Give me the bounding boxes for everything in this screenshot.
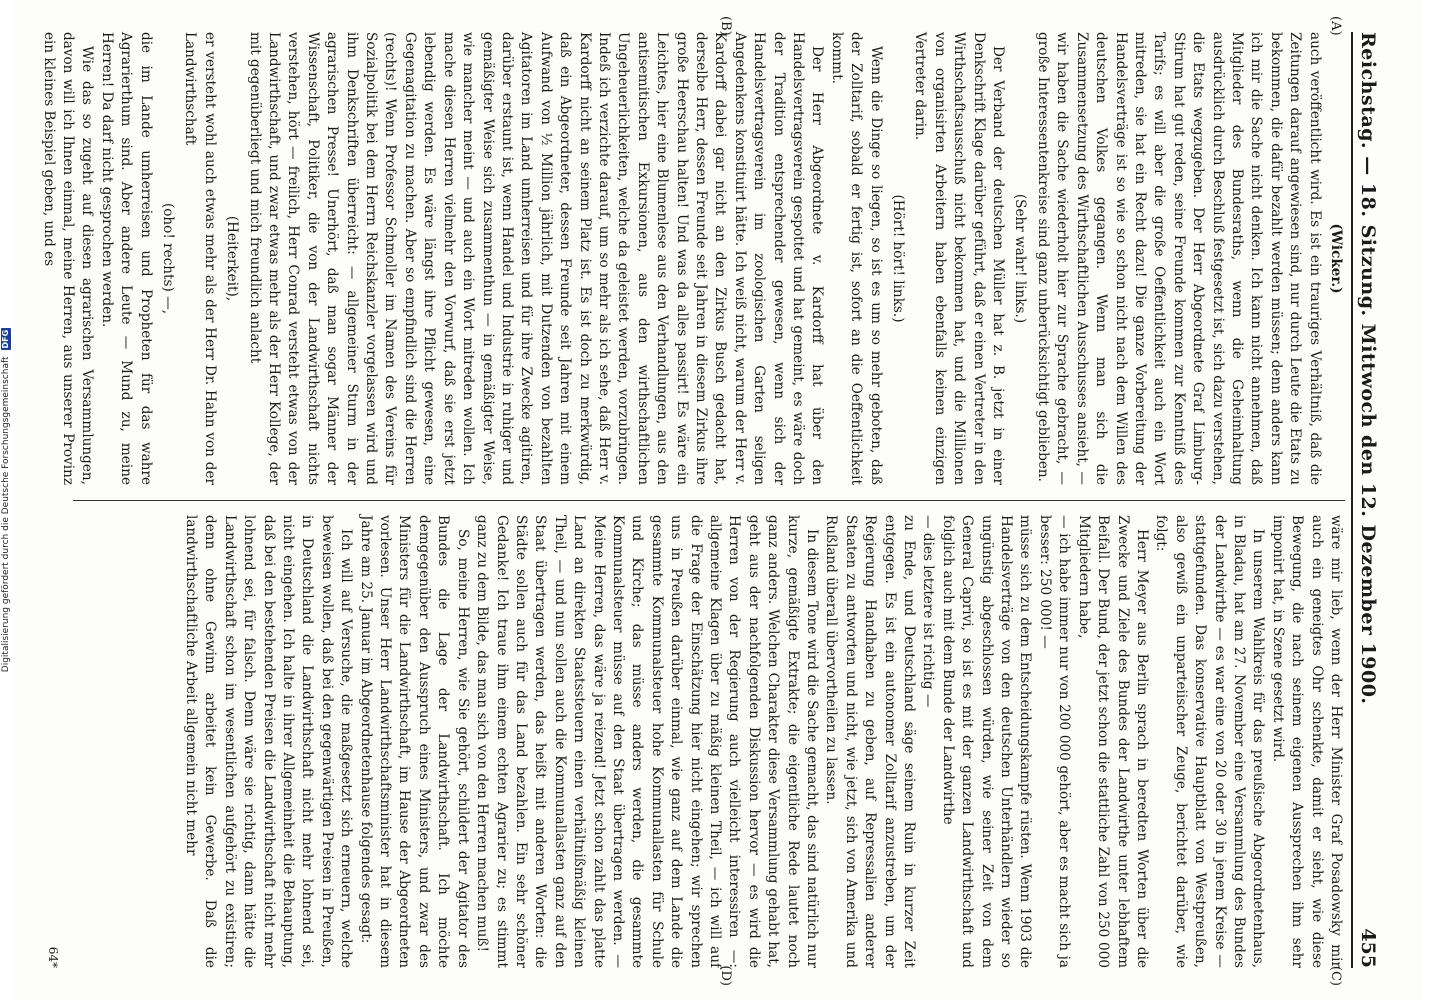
paragraph: Wenn die Dinge so liegen, so ist es um so mehr geboten, daß der Zolltarif, sobald er fertig ist, sofort an die Oeffentlichkeit kommt. — [828, 32, 884, 485]
text-columns — [40, 16, 1345, 986]
quoted-paragraph: Herr Meyer aus Berlin sprach in beredten Worten über die Zwecke und Ziele des Bundes der Landwirthe unter lebhaftem Beifall. Der Bund, der jetzt schon die stattliche Zahl von 250 000 Mitgliedern habe, — [1075, 515, 1150, 968]
dfg-watermark — [0, 0, 12, 1000]
signature-mark: 64* — [46, 946, 61, 968]
paragraph: Wie das so zugeht auf diesen agrarischen Versammlungen, davon will ich Ihnen einmal, meine Herren, aus unserer Provinz ein kleines Beispiel geben, und es — [40, 32, 96, 485]
interjection: — dies letztere ist richtig — — [920, 515, 937, 708]
margin-marker-c: (C) — [1328, 965, 1343, 986]
interjection: (Sehr wahr! links.) — [1012, 193, 1029, 324]
dfg-logo-icon: DFG — [1, 329, 10, 349]
paragraph: die im Lande umherreisen und Propheten für das wahre Agrarierthum sind. Aber andere Leute — Mund zu, meine Herren! Da darf nicht gesprochen werden. — [98, 32, 154, 485]
margin-marker-a: (A) — [1328, 16, 1343, 36]
document-page — [37, 16, 1397, 986]
paragraph: Der Verband der deutschen Müller hat z. B. jetzt in einer Denkschrift Klage darüber geführt, daß er einen Vertreter in den Wirthschaftsausschuß nicht bekommen hat, und die Millionen von organisirten Arbeitern haben ebenfalls keinen einzigen Vertreter darin. — [912, 32, 1007, 485]
quoted-paragraph: zu Ende, und Deutschland säge seinem Ruin in kurzer Zeit entgegen. Es ist ein autonomer Zolltarif anzustreben, um der Regierung Handhaben zu geben, auf Repressalien anderer Staaten zu antworten und nicht, wie jetzt, sich von Amerika und Rußland überall übervortheilen zu lassen. — [823, 515, 918, 968]
speaker-name: (Wicker.) — [1328, 223, 1344, 294]
watermark-text: Digitalisierung gefördert durch die Deutsche Forschungsgemeinschaft — [1, 356, 11, 673]
page-number: 455 — [1357, 928, 1379, 968]
quoted-paragraph: müsse sich zu dem Entscheidungskampfe rüsten. Wenn 1903 die Handelsverträge von den deutschen Unterhändlern wieder so ungünstig abgeschlossen würden, wie seiner Zeit von dem General Caprivi, so ist es mit der ganzen Landwirthschaft und folglich auch mit dem Bunde der Landwirthe — [939, 515, 1034, 968]
scanned-page-area — [12, 0, 1422, 1000]
paragraph: So, meine Herren, wie Sie gehört, schildert der Agitator des Bundes die Lage der Landwirthschaft. Ich möchte demgegenüber den Ausspruch eines Ministers, und zwar des Ministers für die Landwirthschaft, im Hause der Abgeordneten vorlesen. Unser Herr Landwirthschaftsminister hat in diesem Jahre am 25. Januar im Abgeordnetenhause folgendes gesagt: — [357, 515, 471, 968]
paragraph: In unserem Wahlkreis für das preußische Abgeordnetenhaus, in Bladau, hat am 27. November eine Versammlung des Bundes der Landwirthe — es war eine von 20 oder 30 in jenem Kreise — stattgefunden. Das konservative Hauptblatt von Westpreußen, also gewiß ein unparteiischer Zeuge, berichtet darüber, wie folgt: — [1153, 515, 1267, 968]
paragraph: auch veröffentlicht wird. Es ist ein trauriges Verhältniß, daß die Zeitungen darauf angewiesen sind, nur durch Leute die Etats zu bekommen, die dafür bezahlt werden müssen; denn anders kann ich mir die Sache nicht denken. Ich kann nicht annehmen, daß Mitglieder des Bundesraths, wenn die Geheimhaltung ausdrücklich durch Beschluß festgesetzt ist, sich dazu verstehen, die Etats wegzugeben. Der Herr Abgeordnete Graf Limburg-Stirum hat gut reden, seine Freunde kommen zur Kenntniß des Tarifs; es will aber die große Oeffentlichkeit auch ein Wort mitreden, sie hat ein Recht dazu! Die ganze Vorbereitung der Handelsverträge ist so wie so schon nicht nach dem Willen des deutschen Volkes gegangen. Wenn man sich die Zusammensetzung des Wirthschaftlichen Ausschusses ansieht, — wir haben die Sache wiederholt hier zur Sprache gebracht, — große Interessentenkreise sind ganz unberücksichtigt geblieben. — [1034, 32, 1323, 485]
interjection: — ich habe immer nur von 200 000 gehört, aber es macht sich ja besser: 250 000! — — [1036, 515, 1073, 968]
quoted-paragraph: Ich will auf Versuche, die maßgesetzt sich erneuern, welche beweisen wollen, daß bei den gegenwärtigen Preisen in Preußen, in Deutschland die Landwirthschaft nicht mehr lohnend sei, nicht eingehen. Ich halte in ihrer Allgemeinheit die Behauptung, daß bei den bestehenden Preisen die Landwirthschaft nicht mehr lohnend sei, für falsch. Denn wäre sie richtig, dann hätte die Landwirthschaft schon im wesentlichen aufgehört zu existiren; denn ohne Gewinn arbeitet kein Gewerbe. Daß die landwirthschaftliche Arbeit allgemein nicht mehr — [183, 515, 355, 968]
running-title: Reichstag. — 18. Sitzung. Mittwoch den 12. Dezember 1900. — [1357, 32, 1379, 705]
margin-marker-d: (D) — [718, 965, 733, 986]
paragraph: er versteht wohl auch etwas mehr als der Herr Dr. Hahn von der Landwirthschaft — [182, 32, 218, 485]
paragraph: Der Herr Abgeordnete v. Kardorff hat über den Handelsvertragsverein gespottet und hat gemeint, es wäre doch der Tradition entsprechender gewesen, wenn sich der Handelsvertragsverein im zoologischen Garten seligen Angedenkens konstituirt hätte. Ich weiß nicht, warum der Herr v. Kardorff dabei gar nicht an den Zirkus Busch gedacht hat, derselbe Herr, dessen Freunde seit Jahren in diesem Zirkus ihre große Heerschau halten! Und was da alles passirt! Es wäre ein Leichtes, hier eine Blumenlese aus den Verhandlungen, aus den antisemitischen Exkursionen, aus den wirthschaftlichen Ungeheuerlichkeiten, welche da geleistet werden, vorzubringen. Indeß ich verzichte darauf, um so mehr als ich sehe, daß Herr v. Kardorff nicht an seinem Platz ist. Es ist doch zu merkwürdig, daß ein Abgeordneter, dessen Freunde seit Jahren mit einem Aufwand von ½ Million jährlich, mit Dutzenden von bezahlten Agitatoren im Land umherreisen und für ihre Zwecke agitiren, darüber erstaunt ist, wenn Handel und Industrie in ruhiger und gemäßigter Weise sich zusammenthun — in gemäßigter Weise, wie mancher meint — und auch ein Wort mitreden wollen. Ich mache diesen Herren vielmehr den Vorwurf, daß sie erst jetzt lebendig werden. Es wäre längst ihre Pflicht gewesen, eine Gegenagitation zu machen. Aber so empfindlich sind die Herren (rechts)! Wenn Professor Schmoller im Namen des Vereins für Sozialpolitik bei dem Herrn Reichskanzler vorgelassen wird und ihm Denkschriften überreicht: — allgemeiner Sturm in der agrarischen Presse! Unerhört, daß man sogar Männer der Wissenschaft, Politiker, die von der Landwirthschaft nichts verstehen, hört — freilich, Herr Conrad versteht etwas von der Landwirthschaft, und zwar etwas mehr als der Herr Kollege, der mit gegenüberliegt und mich freundlich anlacht — [246, 32, 826, 485]
interjection: (oho! rechts) —, — [160, 202, 177, 315]
margin-marker-b: (B) — [718, 16, 733, 36]
interjection: (Hört! hört! links.) — [890, 194, 907, 323]
interjection: (Heiterkeit), — [224, 215, 241, 302]
paragraph: wäre mir lieb, wenn der Herr Minister Graf Posadowsky mir auch ein geneigtes Ohr schenkte, damit er sieht, wie diese Bewegung, die nach seinem eigenen Aussprechen ihm sehr imponirt hat, in Szene gesetzt wird. — [1269, 515, 1344, 968]
page-header — [1351, 32, 1397, 968]
right-column — [46, 515, 1345, 986]
left-column — [40, 16, 1345, 485]
paragraph: In diesem Tone wird die Sache gemacht, das sind natürlich nur kurze, gemäßigte Extrakte; die eigentliche Rede lautet noch ganz anders. Welchen Charakter diese Versammlung gehabt hat, geht aus der nachfolgenden Diskussion hervor — es wird die Herren von der Regierung auch vielleicht interessiren —: allgemeine Klagen über zu mäßig kleinen Theil, — ich will auf die Frage der Einschätzung hier nicht eingehen; wir sprechen uns in Preußen darüber einmal, wie ganz auf dem Lande die gesammte Kommunalsteuer hohe Kommunallasten für Schule und Kirche; das müsse anders werden, die gesammte Kommunalsteuer müsse auf den Staat übertragen werden. — Meine Herren, das wäre ja reizend! Jetzt schon zahlt das platte Land an direkten Staatssteuern einen verhältnißmäßig kleinen Theil, — und nun sollen auch die Kommunallasten ganz auf den Staat übertragen werden, das heißt mit anderen Worten: die Städte sollen auch für das Land bezahlen. Ein sehr schöner Gedanke! Ich traue ihm einem echten Agrarier zu; es stimmt ganz zu dem Bilde, das man sich von den Herren machen muß! — [474, 515, 821, 968]
